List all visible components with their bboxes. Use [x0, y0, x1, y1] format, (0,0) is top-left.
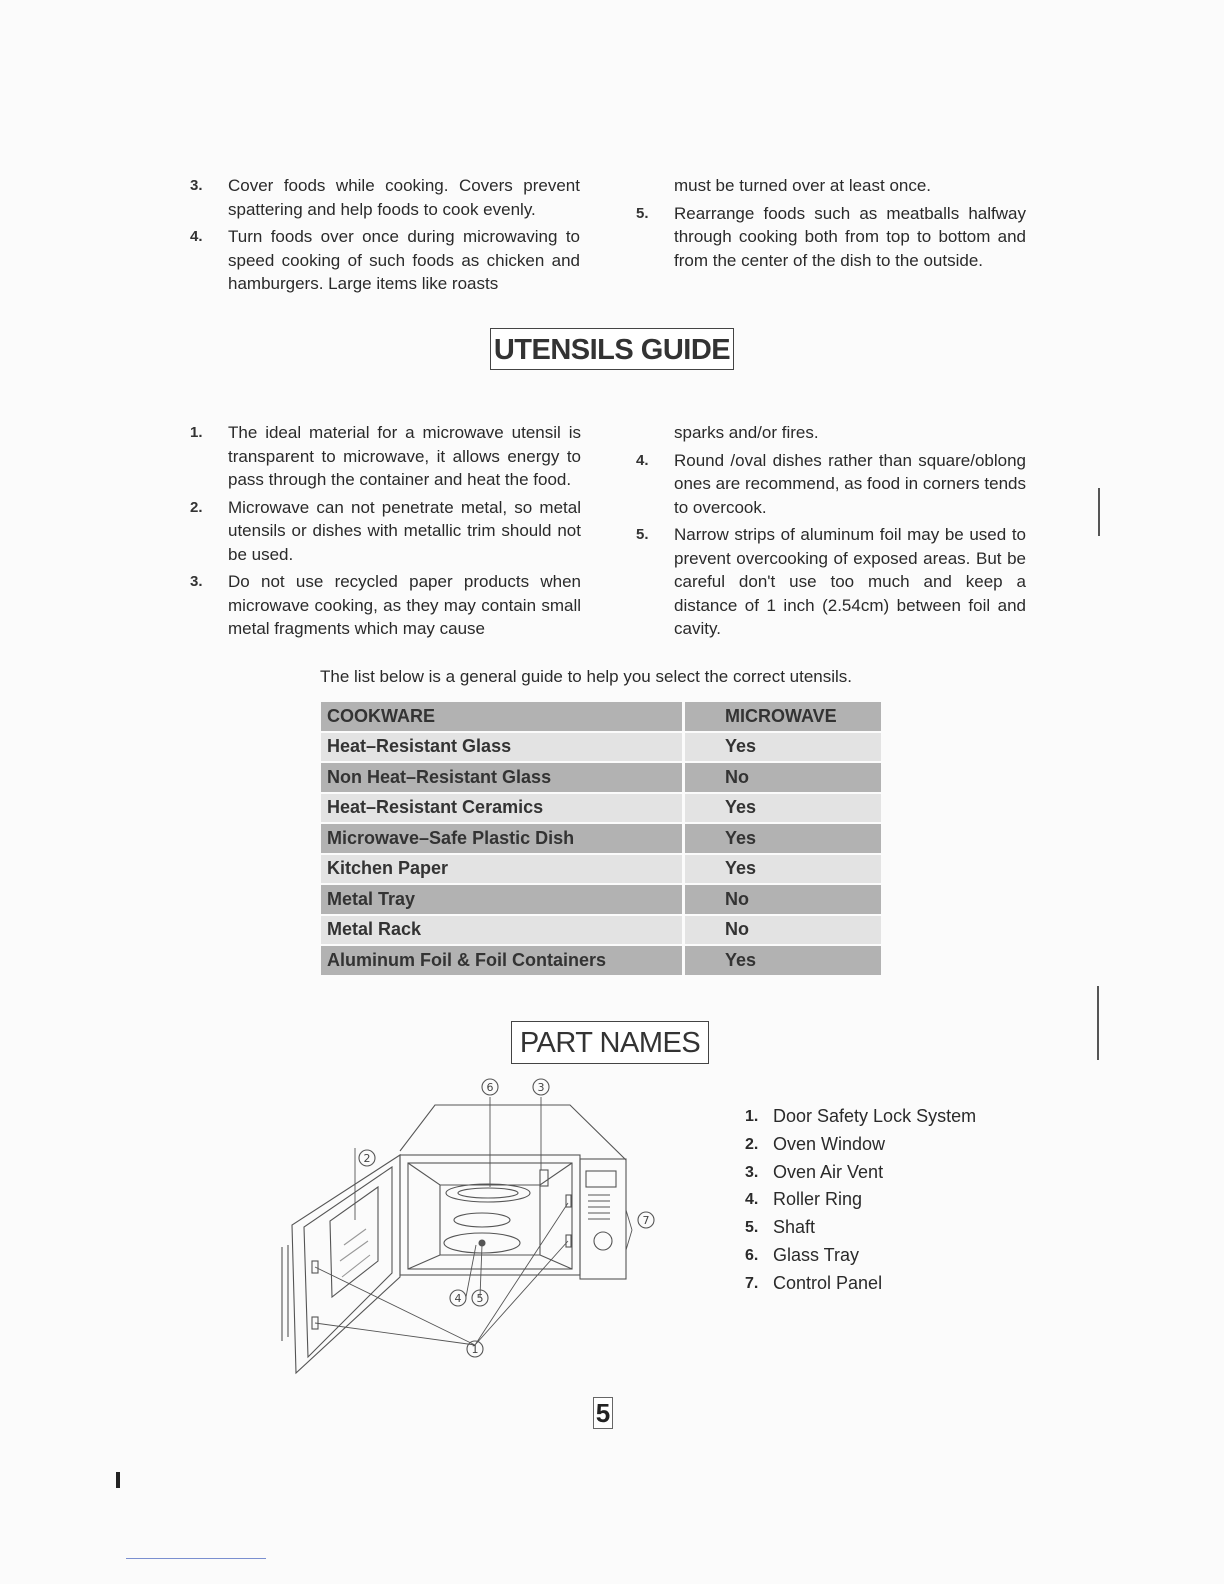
- callout-2: [359, 1150, 375, 1166]
- list-item: 3. Cover foods while cooking. Covers prevent spattering and help foods to cook evenly.: [190, 176, 580, 219]
- utensils-right-column: [636, 421, 1026, 645]
- continuation-text: must be turned over at least once.: [674, 176, 932, 195]
- list-item: 2. Microwave can not penetrate metal, so metal utensils or dishes with metallic trim should not be used.: [190, 497, 581, 564]
- microwave-cell: No: [685, 885, 881, 914]
- svg-text:7: 7: [642, 1214, 650, 1227]
- list-item: 4. Turn foods over once during microwaving to speed cooking of such foods as chicken and hamburgers. Large items like roasts: [190, 227, 580, 293]
- table-row: [321, 733, 881, 762]
- list-item: 3. Oven Air Vent: [745, 1161, 884, 1182]
- scan-edge-mark: [1098, 488, 1100, 536]
- callout-leaders-bottom: [315, 1203, 568, 1345]
- top-left-column: [190, 174, 580, 300]
- list-item: 4. Roller Ring: [745, 1189, 863, 1210]
- glass-tray-part: [446, 1184, 530, 1202]
- svg-text:5: 5: [476, 1292, 484, 1305]
- cookware-cell: Non Heat–Resistant Glass: [321, 763, 682, 792]
- list-item: 6. Glass Tray: [745, 1244, 860, 1265]
- callout-3: [533, 1079, 549, 1095]
- utensils-guide-heading: UTENSILS GUIDE: [490, 328, 734, 370]
- table-row: [321, 855, 881, 884]
- list-item: 5. Rearrange foods such as meatballs halfway through cooking both from top to bottom and from the center of the dish to the outside.: [636, 203, 1026, 270]
- glass-tray-inner: [458, 1188, 518, 1198]
- callout-5: [472, 1290, 488, 1306]
- list-item: 2. Oven Window: [745, 1133, 886, 1154]
- list-item: 4. Round /oval dishes rather than square/oblong ones are recommend, as food in corners tends to overcook.: [636, 450, 1026, 517]
- table-header-row: [321, 702, 881, 731]
- microwave-cell: No: [685, 763, 881, 792]
- microwave-cell: Yes: [685, 794, 881, 823]
- control-buttons: [588, 1195, 610, 1219]
- cookware-cell: Metal Rack: [321, 916, 682, 945]
- microwave-cell: Yes: [685, 733, 881, 762]
- utensils-left-column: [190, 421, 581, 645]
- window-shading: [340, 1229, 370, 1277]
- latch-lower: [566, 1235, 571, 1247]
- svg-text:2: 2: [363, 1152, 371, 1165]
- svg-text:3: 3: [537, 1081, 545, 1094]
- table-row: [321, 824, 881, 853]
- cookware-cell: Metal Tray: [321, 885, 682, 914]
- continuation-text: sparks and/or fires.: [674, 423, 819, 442]
- cookware-cell: Aluminum Foil & Foil Containers: [321, 946, 682, 975]
- list-item: 1. Door Safety Lock System: [745, 1106, 977, 1126]
- page-number: 5: [593, 1397, 613, 1429]
- list-item: 7. Control Panel: [745, 1272, 883, 1293]
- cookware-cell: Microwave–Safe Plastic Dish: [321, 824, 682, 853]
- microwave-cell: No: [685, 916, 881, 945]
- list-item: 5. Shaft: [745, 1217, 816, 1238]
- header-microwave: MICROWAVE: [685, 702, 881, 731]
- door-handle: [282, 1245, 288, 1341]
- list-item: 3. Do not use recycled paper products when microwave cooking, as they may contain small metal fragments which may cause: [190, 572, 581, 638]
- cookware-cell: Kitchen Paper: [321, 855, 682, 884]
- parts-list: [745, 1103, 976, 1298]
- scan-line: [126, 1558, 266, 1559]
- table-row: [321, 763, 881, 792]
- guide-intro-text: The list below is a general guide to help you select the correct utensils.: [320, 667, 853, 686]
- callout-6: [482, 1079, 498, 1095]
- callout-4: [450, 1290, 466, 1306]
- callout-7: [638, 1212, 654, 1228]
- list-item: 5. Narrow strips of aluminum foil may be used to prevent overcooking of exposed areas. But be careful don't use too much and keep a distance of 1 inch (2.54cm) between foil and cavity.: [636, 525, 1026, 638]
- cookware-table: [318, 700, 884, 977]
- part-names-heading: PART NAMES: [511, 1021, 709, 1064]
- svg-text:4: 4: [454, 1292, 462, 1305]
- svg-text:6: 6: [486, 1081, 494, 1094]
- header-cookware: COOKWARE: [321, 702, 682, 731]
- control-display: [586, 1171, 616, 1187]
- oven-door: [292, 1155, 400, 1373]
- scan-edge-mark: [1097, 986, 1099, 1060]
- top-right-column: [636, 174, 1026, 276]
- list-item: 1. The ideal material for a microwave utensil is transparent to microwave, it allows energy to pass through the container and heat the food.: [190, 423, 581, 489]
- table-row: [321, 916, 881, 945]
- callout-leaders-top: [355, 1097, 632, 1250]
- control-dial: [594, 1232, 612, 1250]
- svg-text:1: 1: [471, 1343, 479, 1356]
- oven-top-outline: [400, 1105, 626, 1160]
- microwave-diagram: [270, 1075, 670, 1375]
- scan-mark: [116, 1472, 120, 1488]
- cookware-cell: Heat–Resistant Ceramics: [321, 794, 682, 823]
- oven-window-part: [330, 1187, 378, 1297]
- table-row: [321, 794, 881, 823]
- table-row: [321, 885, 881, 914]
- microwave-cell: Yes: [685, 824, 881, 853]
- table-row: [321, 946, 881, 975]
- microwave-cell: Yes: [685, 946, 881, 975]
- callout-1: [467, 1341, 483, 1357]
- roller-ring-part: [454, 1213, 510, 1227]
- microwave-cell: Yes: [685, 855, 881, 884]
- cookware-cell: Heat–Resistant Glass: [321, 733, 682, 762]
